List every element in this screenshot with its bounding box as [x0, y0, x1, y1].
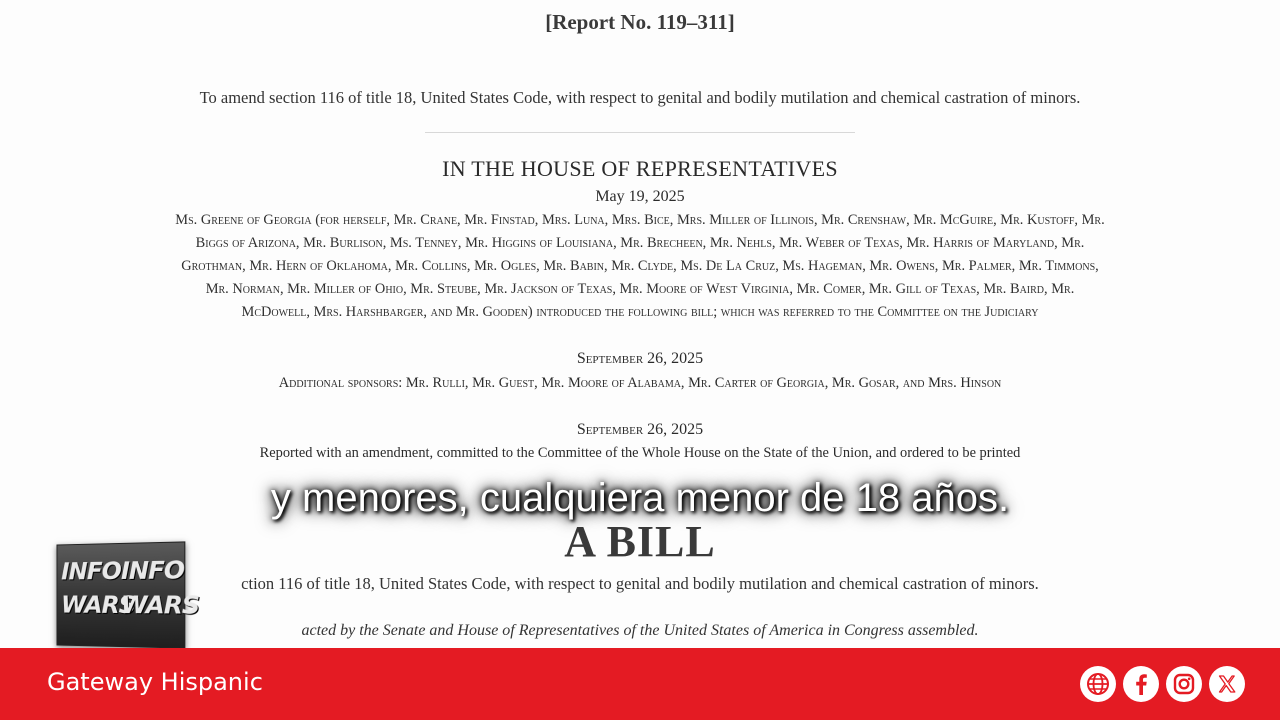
sponsors-line: Mr. Norman, Mr. Miller of Ohio, Mr. Steube, Mr. Jackson of Texas, Mr. Moore of West Virginia, Mr. Comer, Mr. Gill of Texas, Mr. Baird, Mr. [205, 281, 1075, 297]
bill-purpose-repeat: ction 116 of title 18, United States Code, with respect to genital and bodily mutilation and chemical castration of minors. [241, 574, 1039, 593]
infowars-logo [57, 541, 200, 648]
date-reported: September 26, 2025 [576, 421, 704, 438]
sponsors-line: Grothman, Mr. Hern of Oklahoma, Mr. Collins, Mr. Ogles, Mr. Babin, Mr. Clyde, Ms. De La Cruz, Ms. Hageman, Mr. Owens, Mr. Palmer, Mr. Timmons, [181, 258, 1099, 274]
logo-text-right: INFO WARS [120, 555, 200, 620]
instagram-icon[interactable] [1166, 666, 1202, 702]
sponsors-line: McDowell, Mrs. Harshbarger, and Mr. Gooden) introduced the following bill; which was referred to the Committee on the Judiciary [241, 304, 1039, 320]
facebook-icon[interactable] [1123, 666, 1159, 702]
globe-icon[interactable] [1080, 666, 1116, 702]
sponsors-line: Ms. Greene of Georgia (for herself, Mr. Crane, Mr. Finstad, Mrs. Luna, Mrs. Bice, Mrs. Miller of Illinois, Mr. Crenshaw, Mr. McGuire, Mr. Kustoff, Mr. [175, 212, 1105, 228]
additional-sponsors: Additional sponsors: Mr. Rulli, Mr. Guest, Mr. Moore of Alabama, Mr. Carter of Georgia, Mr. Gosar, and Mrs. Hinson [278, 375, 1002, 391]
bill-heading: A BILL [564, 517, 716, 566]
date-additional-sponsors: September 26, 2025 [576, 350, 704, 367]
enacting-clause: acted by the Senate and House of Representatives of the United States of America in Congress assembled. [301, 622, 979, 639]
logo-text-left: INFO WARS [61, 556, 135, 620]
x-icon[interactable] [1209, 666, 1245, 702]
bill-purpose: To amend section 116 of title 18, United States Code, with respect to genital and bodily mutilation and chemical castration of minors. [199, 88, 1081, 107]
date-introduced: May 19, 2025 [595, 188, 685, 205]
divider [425, 132, 855, 133]
footer-bar [0, 648, 1280, 720]
brand-name: Gateway Hispanic [47, 668, 263, 696]
video-subtitle: y menores, cualquiera menor de 18 años. [270, 476, 1010, 520]
report-number: [Report No. 119–311] [545, 10, 735, 34]
sponsors-line: Biggs of Arizona, Mr. Burlison, Ms. Tenney, Mr. Higgins of Louisiana, Mr. Brecheen, Mr. Nehls, Mr. Weber of Texas, Mr. Harris of Maryland, Mr. [195, 235, 1085, 251]
chamber-heading: IN THE HOUSE OF REPRESENTATIVES [442, 156, 838, 181]
reported-text: Reported with an amendment, committed to the Committee of the Whole House on the State of the Union, and ordered to be printed [259, 445, 1021, 461]
